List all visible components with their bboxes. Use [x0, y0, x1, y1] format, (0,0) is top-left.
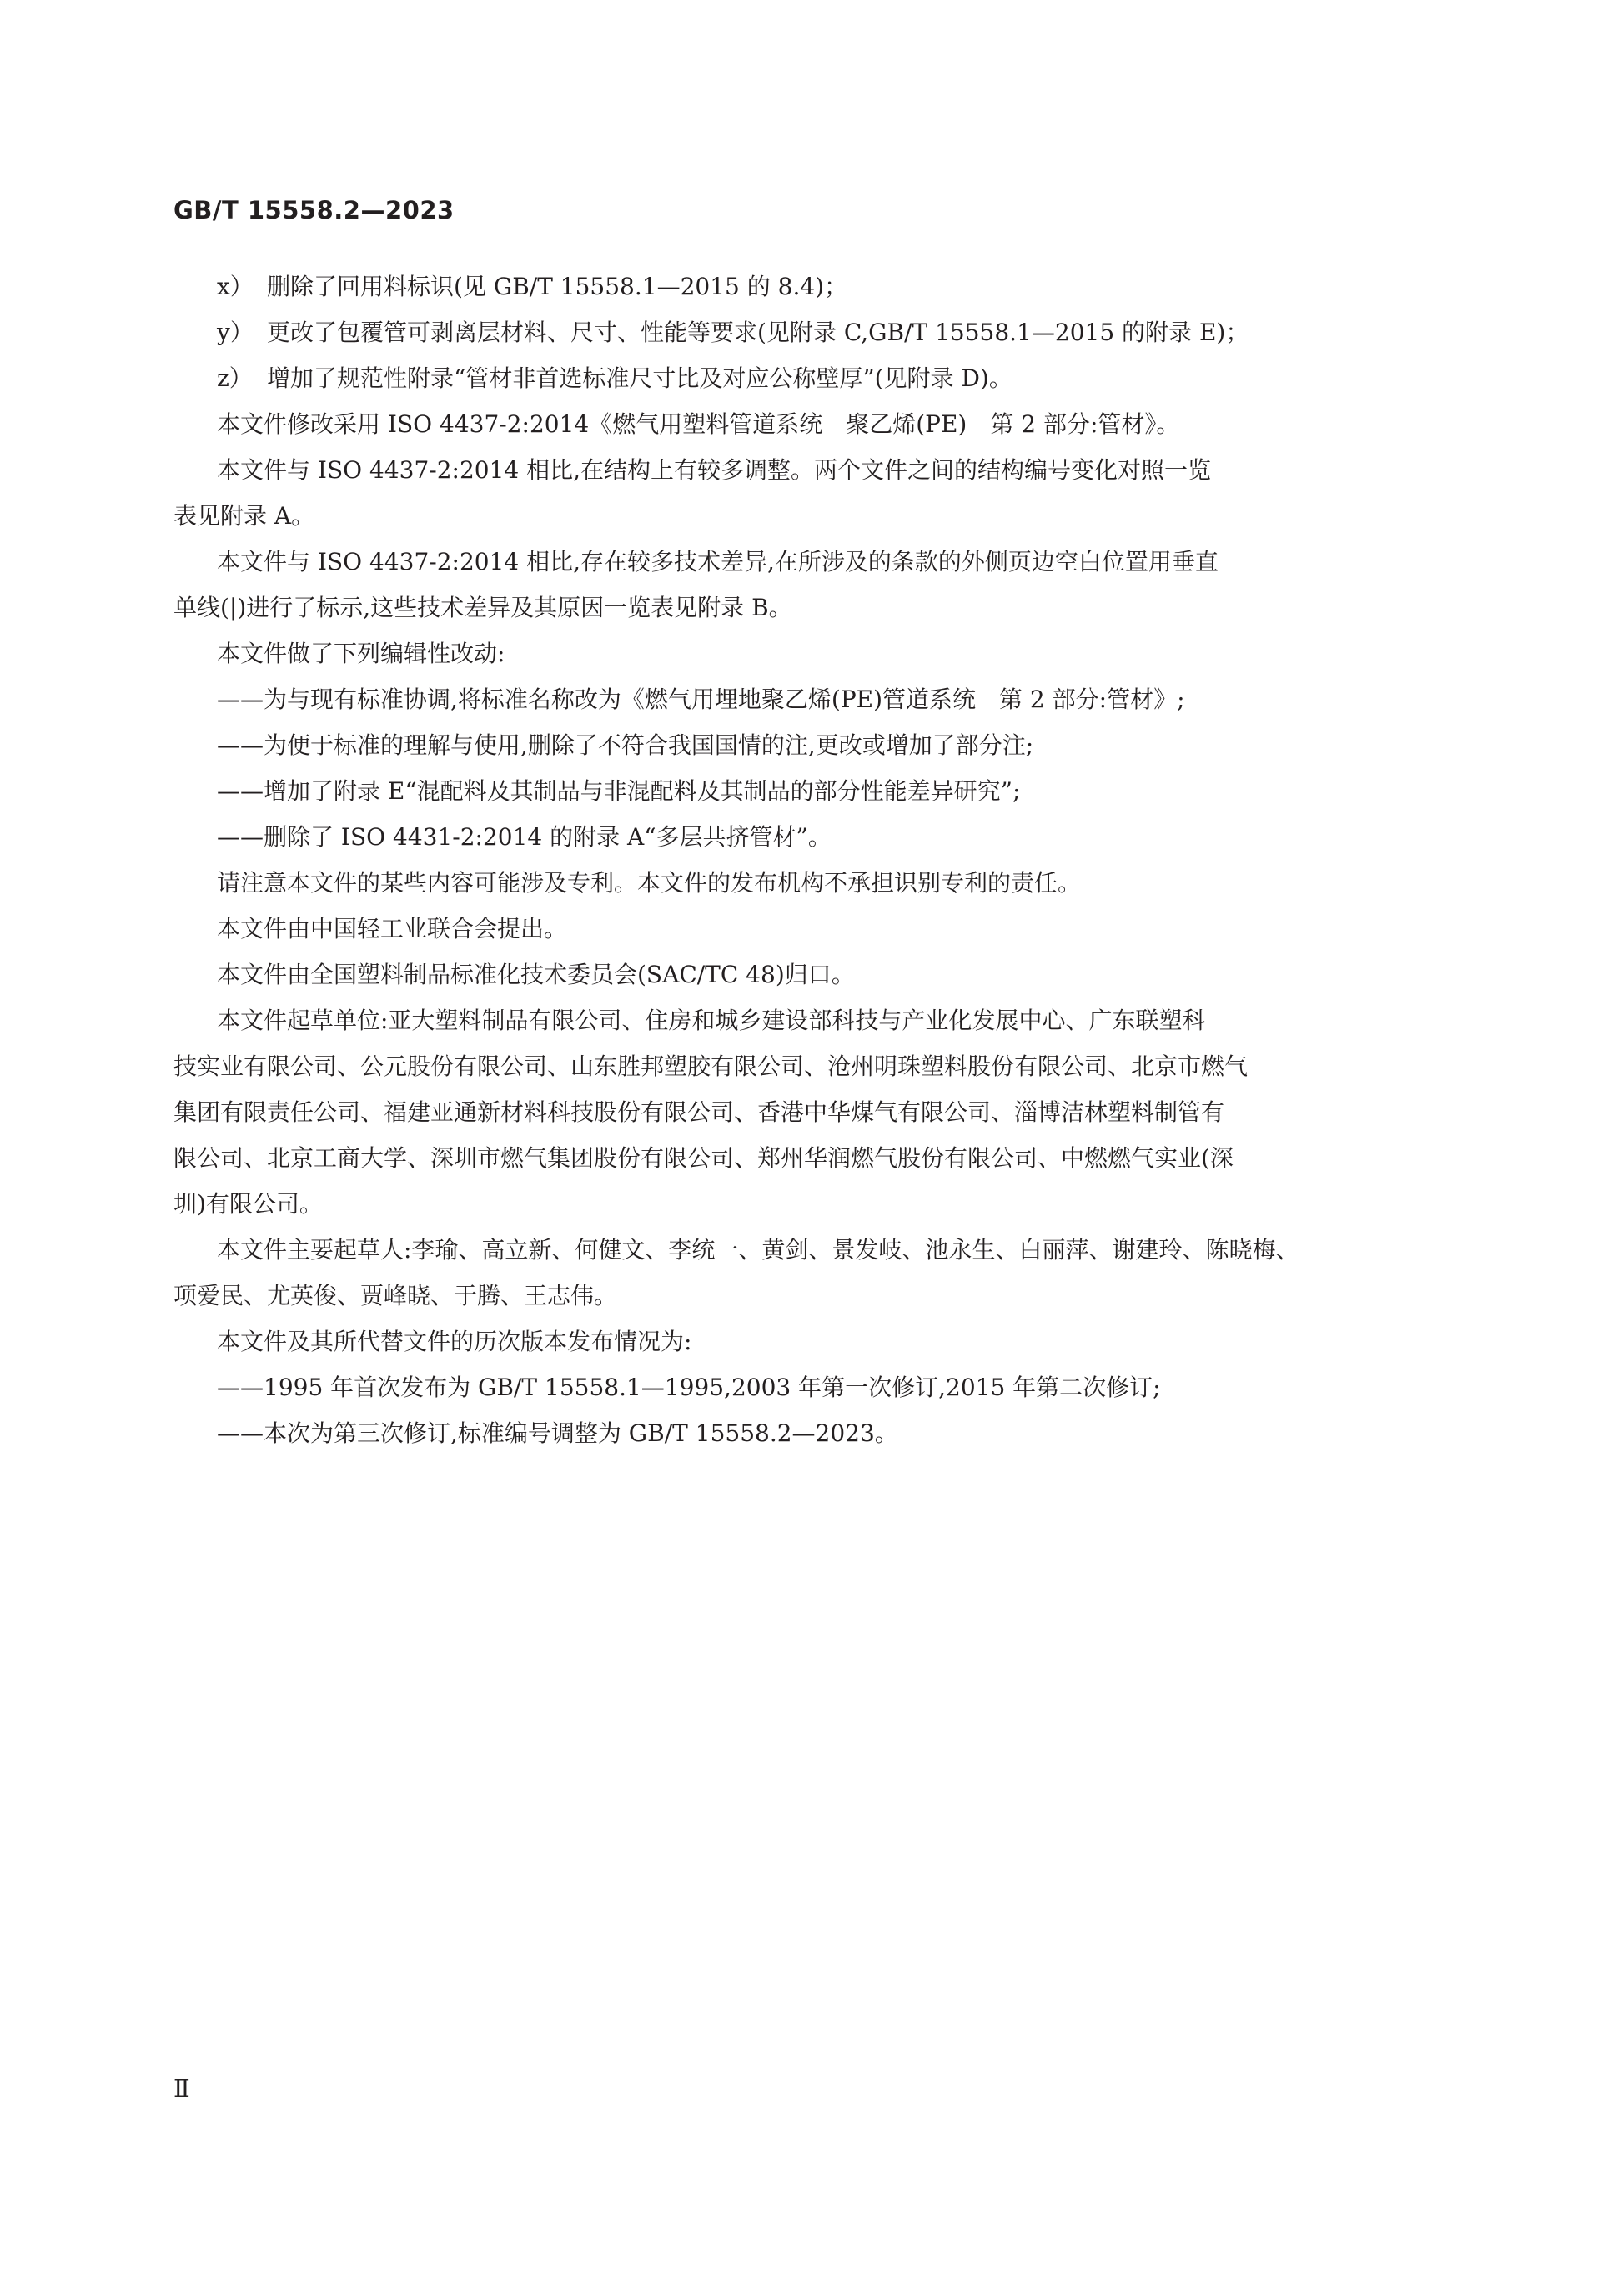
list-item-text: 更改了包覆管可剥离层材料、尺寸、性能等要求(见附录 C,GB/T 15558.1—2015 的附录 E)； [267, 319, 1249, 346]
paragraph-line: 单线(|)进行了标示,这些技术差异及其原因一览表见附录 B。 [173, 594, 792, 621]
list-item-text: 增加了规范性附录“管材非首选标准尺寸比及对应公称壁厚”(见附录 D)。 [267, 364, 1012, 392]
document-number: GB/T 15558.2—2023 [173, 196, 455, 224]
foreword-body [173, 264, 1435, 1456]
paragraph-line: 本文件与 ISO 4437-2:2014 相比,在结构上有较多调整。两个文件之间的结构编号变化对照一览 [217, 456, 1212, 484]
paragraph-line: 集团有限责任公司、福建亚通新材料科技股份有限公司、香港中华煤气有限公司、淄博洁林塑料制管有 [173, 1098, 1225, 1126]
list-marker: y） [217, 319, 254, 346]
paragraph-centralized: 本文件由全国塑料制品标准化技术委员会(SAC/TC 48)归口。 [217, 961, 855, 988]
editorial-item: ——为与现有标准协调,将标准名称改为《燃气用埋地聚乙烯(PE)管道系统 第 2 部分:管材》; [217, 686, 1185, 713]
paragraph-adoption: 本文件修改采用 ISO 4437-2:2014《燃气用塑料管道系统 聚乙烯(PE) 第 2 部分:管材》。 [217, 410, 1180, 438]
paragraph-drafting-units [173, 997, 1435, 1227]
paragraph-proposed: 本文件由中国轻工业联合会提出。 [217, 915, 568, 942]
paragraph-structure [173, 447, 1435, 539]
paragraph-technical-differences [173, 539, 1435, 631]
history-item: ——本次为第三次修订,标准编号调整为 GB/T 15558.2—2023。 [217, 1419, 898, 1447]
paragraph-drafters [173, 1227, 1435, 1319]
list-item-z [217, 355, 1435, 401]
paragraph-patent: 请注意本文件的某些内容可能涉及专利。本文件的发布机构不承担识别专利的责任。 [217, 869, 1082, 897]
paragraph-line: 限公司、北京工商大学、深圳市燃气集团股份有限公司、郑州华润燃气股份有限公司、中燃燃气实业(深 [173, 1144, 1234, 1172]
paragraph-line: 本文件与 ISO 4437-2:2014 相比,存在较多技术差异,在所涉及的条款的外侧页边空白位置用垂直 [217, 548, 1219, 575]
paragraph-line: 本文件主要起草人:李瑜、高立新、何健文、李统一、黄剑、景发岐、池永生、白丽萍、谢建玲、陈晓梅、 [217, 1236, 1299, 1264]
list-item-text: 删除了回用料标识(见 GB/T 15558.1—2015 的 8.4)； [267, 273, 848, 300]
list-item-x [217, 264, 1435, 309]
history-item: ——1995 年首次发布为 GB/T 15558.1—1995,2003 年第一次修订,2015 年第二次修订; [217, 1374, 1161, 1401]
paragraph-line: 项爱民、尤英俊、贾峰晓、于腾、王志伟。 [173, 1282, 618, 1309]
paragraph-line: 表见附录 A。 [173, 502, 315, 530]
list-marker: x） [217, 273, 254, 300]
paragraph-line: 圳)有限公司。 [173, 1190, 323, 1218]
editorial-item: ——为便于标准的理解与使用,删除了不符合我国国情的注,更改或增加了部分注; [217, 731, 1034, 759]
paragraph-line: 技实业有限公司、公元股份有限公司、山东胜邦塑胶有限公司、沧州明珠塑料股份有限公司、北京市燃气 [173, 1053, 1249, 1080]
page-number: Ⅱ [173, 2074, 190, 2103]
list-item-y [217, 309, 1435, 355]
paragraph-line: 本文件起草单位:亚大塑料制品有限公司、住房和城乡建设部科技与产业化发展中心、广东联塑科 [217, 1007, 1206, 1034]
editorial-item: ——删除了 ISO 4431-2:2014 的附录 A“多层共挤管材”。 [217, 823, 832, 851]
paragraph-history: 本文件及其所代替文件的历次版本发布情况为: [217, 1328, 692, 1355]
paragraph-editorial: 本文件做了下列编辑性改动: [217, 640, 505, 667]
editorial-item: ——增加了附录 E“混配料及其制品与非混配料及其制品的部分性能差异研究”; [217, 777, 1021, 805]
list-marker: z） [217, 364, 253, 392]
